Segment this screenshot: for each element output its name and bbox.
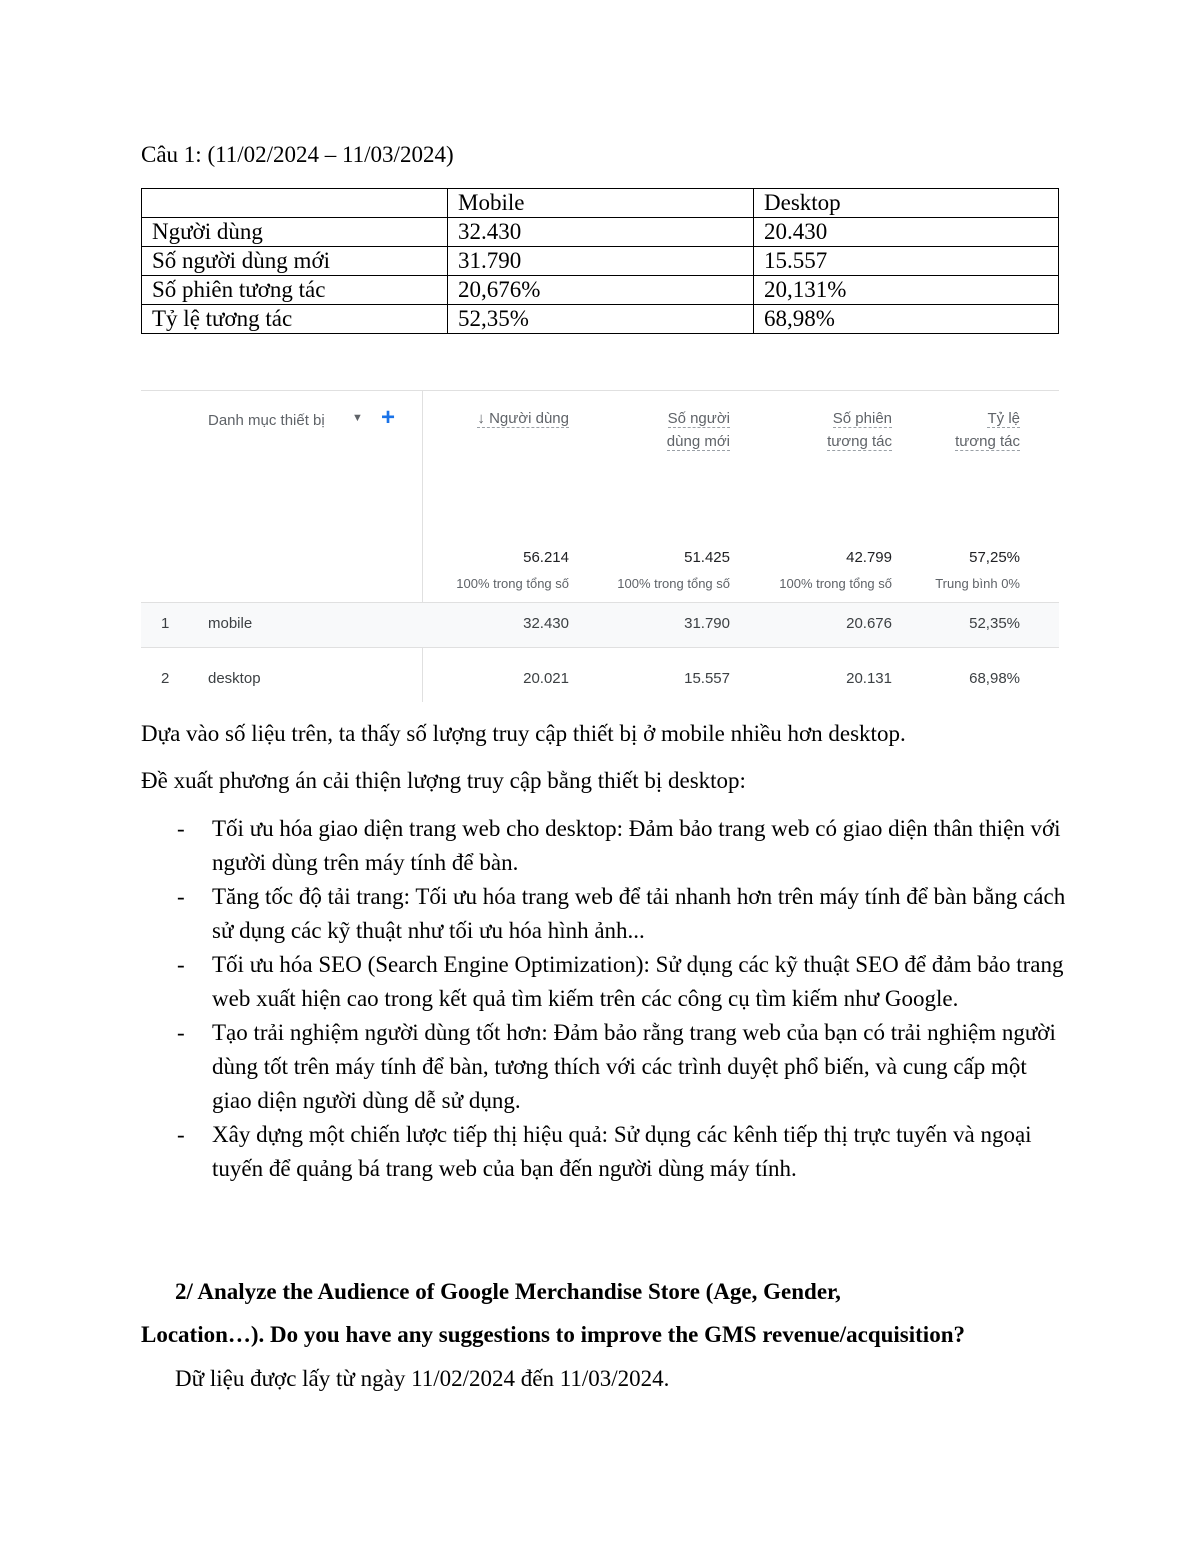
date-range-note: Dữ liệu được lấy từ ngày 11/02/2024 đến 11/03/2024. — [175, 1366, 670, 1391]
table-cell: Số phiên tương tác — [142, 276, 448, 305]
table-cell: 20,676% — [448, 276, 754, 305]
list-item-text: Xây dựng một chiến lược tiếp thị hiệu quả: Sử dụng các kênh tiếp thị trực tuyến và ngoại tuyến để quảng bá trang web của bạn đến người dùng máy tính. — [212, 1122, 1032, 1181]
table-cell: 20.131 — [846, 670, 892, 687]
bullet-marker: - — [177, 1122, 185, 1147]
caret-down-icon[interactable]: ▼ — [352, 412, 363, 424]
device-desktop-link[interactable]: desktop — [208, 670, 261, 687]
dimension-selector-label[interactable]: Danh mục thiết bị — [208, 412, 325, 429]
column-header-engagement-rate[interactable]: Tỷ lệ tương tác — [955, 410, 1020, 450]
table-cell: 31.790 — [448, 247, 754, 276]
table-row — [142, 218, 1059, 247]
table-cell: 32.430 — [448, 218, 754, 247]
section2-title-line1: 2/ Analyze the Audience of Google Merchandise Store (Age, Gender, — [175, 1279, 841, 1304]
suggestion-list — [141, 812, 1071, 1186]
total-value: 57,25% — [969, 549, 1020, 566]
divider — [141, 390, 1059, 391]
table-row — [142, 276, 1059, 305]
device-mobile-link[interactable]: mobile — [208, 615, 253, 632]
table-cell: Tỷ lệ tương tác — [142, 305, 448, 334]
list-item — [141, 880, 1071, 948]
list-item-text: Tăng tốc độ tải trang: Tối ưu hóa trang web để tải nhanh hơn trên máy tính để bàn bằng cách sử dụng các kỹ thuật như tối ưu hóa hình ảnh... — [212, 884, 1066, 943]
bullet-marker: - — [177, 884, 185, 909]
table-cell: Mobile — [448, 189, 754, 218]
row-index: 2 — [161, 670, 170, 687]
column-header-users[interactable]: ↓ Người dùng — [477, 410, 569, 427]
divider — [422, 390, 423, 702]
table-cell: 52,35% — [448, 305, 754, 334]
table-cell — [142, 189, 448, 218]
total-caption: 100% trong tổng số — [779, 576, 892, 591]
question-heading: Câu 1: (11/02/2024 – 11/03/2024) — [141, 142, 454, 167]
bullet-marker: - — [177, 952, 185, 977]
table-cell: 31.790 — [684, 615, 730, 632]
table-cell: 20.021 — [523, 670, 569, 687]
list-item — [141, 1016, 1071, 1118]
proposal-intro: Đề xuất phương án cải thiện lượng truy cập bằng thiết bị desktop: — [141, 768, 746, 793]
column-header-new-users[interactable]: Số người dùng mới — [666, 410, 730, 450]
list-item — [141, 1118, 1071, 1186]
conclusion-paragraph: Dựa vào số liệu trên, ta thấy số lượng truy cập thiết bị ở mobile nhiều hơn desktop. — [141, 721, 906, 746]
total-value: 42.799 — [846, 549, 892, 566]
section2-title-line2: Location…). Do you have any suggestions to improve the GMS revenue/acquisition? — [141, 1322, 965, 1347]
list-item-text: Tối ưu hóa giao diện trang web cho desktop: Đảm bảo trang web có giao diện thân thiện với người dùng trên máy tính để bàn. — [212, 816, 1061, 875]
bullet-marker: - — [177, 1020, 185, 1045]
table-cell: 15.557 — [684, 670, 730, 687]
list-item-text: Tạo trải nghiệm người dùng tốt hơn: Đảm bảo rằng trang web của bạn có trải nghiệm người dùng tốt trên máy tính để bàn, tương thích với các trình duyệt phổ biến, và cung cấp một giao diện người dùng dễ sử dụng. — [212, 1020, 1056, 1113]
table-row — [142, 247, 1059, 276]
list-item-text: Tối ưu hóa SEO (Search Engine Optimization): Sử dụng các kỹ thuật SEO để đảm bảo trang web xuất hiện cao trong kết quả tìm kiếm trên các công cụ tìm kiếm như Google. — [212, 952, 1064, 1011]
table-cell: 20,131% — [754, 276, 1059, 305]
table-cell: Số người dùng mới — [142, 247, 448, 276]
list-item — [141, 812, 1071, 880]
table-cell: 32.430 — [523, 615, 569, 632]
bullet-marker: - — [177, 816, 185, 841]
table-cell: 68,98% — [969, 670, 1020, 687]
table-cell: Desktop — [754, 189, 1059, 218]
comparison-table — [141, 188, 1059, 334]
column-header-engaged-sessions[interactable]: Số phiên tương tác — [827, 410, 892, 450]
table-cell: 15.557 — [754, 247, 1059, 276]
table-row — [142, 305, 1059, 334]
total-caption: 100% trong tổng số — [456, 576, 569, 591]
add-dimension-icon[interactable]: + — [381, 404, 396, 431]
table-header-row — [142, 189, 1059, 218]
total-caption: 100% trong tổng số — [617, 576, 730, 591]
table-cell: 20.676 — [846, 615, 892, 632]
table-cell: Người dùng — [142, 218, 448, 247]
analytics-screenshot — [141, 390, 1059, 702]
row-index: 1 — [161, 615, 170, 632]
total-value: 56.214 — [523, 549, 569, 566]
table-cell: 20.430 — [754, 218, 1059, 247]
total-value: 51.425 — [684, 549, 730, 566]
list-item — [141, 948, 1071, 1016]
total-caption: Trung bình 0% — [935, 576, 1020, 591]
table-cell: 68,98% — [754, 305, 1059, 334]
table-cell: 52,35% — [969, 615, 1020, 632]
